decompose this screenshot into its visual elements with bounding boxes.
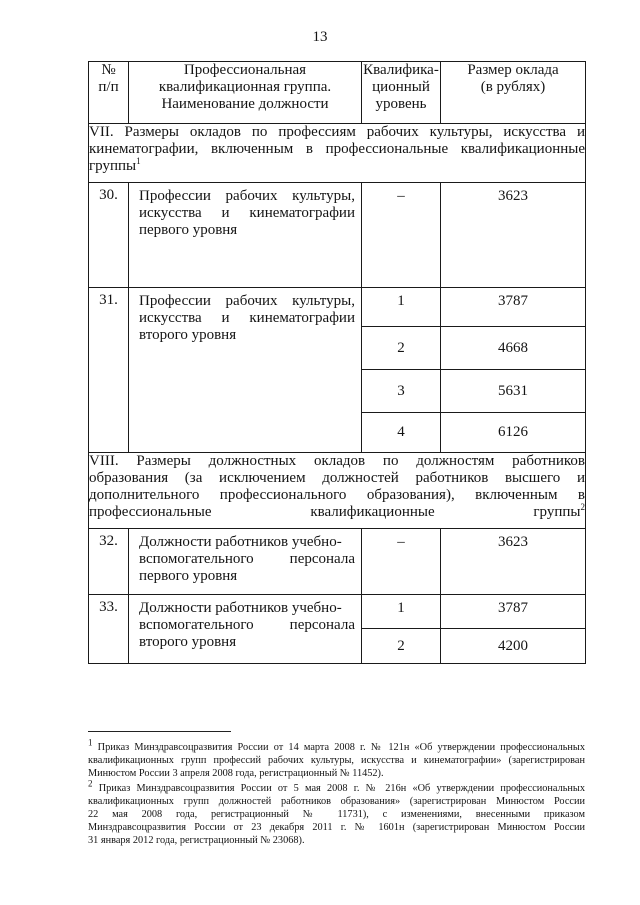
footnote-2: $^2$ Приказ Минздравсоцразвития России от 5 мая 2008 г. № 216н «Об утверждении профессиональных квалификационных групп должностей работников образования» (зарегистрирован Минюстом России 22 мая 2008 года, регистрационный № 11731), с изменениями, внесенными приказом Минздравсоцразвития России от 23 декабря 2011 г. № 1601н (зарегистрирован Минюстом России 31 января 2012 года, регистрационный № 23068). xyxy=(88,778,586,846)
page-number: 13 xyxy=(312,29,328,45)
row-30-num: 30. xyxy=(89,183,129,288)
row-31-num: 31. xyxy=(89,288,129,453)
row-32-num: 32. xyxy=(89,529,129,595)
footnote-separator xyxy=(88,731,231,732)
row-31-salary-3: 5631 xyxy=(441,370,586,413)
row-32-name: Должности работников учебно- вспомогательного персонала первого уровня xyxy=(129,529,362,595)
section-8-title: VIII. Размеры должностных окладов по должностям работников образования (за исключением должностей работников высшего и дополнительного профессионального образования), включенным в профессиональные квалификационные группы$^2$ xyxy=(89,453,586,529)
row-33-salary-2: 4200 xyxy=(441,629,586,664)
row-33-level-2: 2 xyxy=(362,629,441,664)
table-row-30 xyxy=(89,183,586,288)
section-7-row xyxy=(89,124,586,183)
table-row-31 xyxy=(89,288,586,327)
header-level: Квалифика- ционный уровень xyxy=(362,62,441,124)
header-num: № п/п xyxy=(89,62,129,124)
row-31-level-1: 1 xyxy=(362,288,441,327)
row-33-salary-1: 3787 xyxy=(441,595,586,629)
salary-table xyxy=(88,61,586,664)
section-8-row xyxy=(89,453,586,529)
row-33-name: Должности работников учебно- вспомогательного персонала второго уровня xyxy=(129,595,362,664)
row-31-name: Профессии рабочих культуры, искусства и кинематографии второго уровня xyxy=(129,288,362,453)
header-salary: Размер оклада (в рублях) xyxy=(441,62,586,124)
row-33-num: 33. xyxy=(89,595,129,664)
row-31-salary-4: 6126 xyxy=(441,413,586,453)
row-31-salary-1: 3787 xyxy=(441,288,586,327)
row-30-salary: 3623 xyxy=(441,183,586,288)
row-31-level-4: 4 xyxy=(362,413,441,453)
row-32-level: – xyxy=(362,529,441,595)
section-7-title: VII. Размеры окладов по профессиям рабочих культуры, искусства и кинематографии, включенным в профессиональные квалификационные группы$^1$ xyxy=(89,124,586,183)
row-31-level-2: 2 xyxy=(362,327,441,370)
header-name: Профессиональная квалификационная группа. Наименование должности xyxy=(129,62,362,124)
header-row xyxy=(89,62,586,124)
table-row-32 xyxy=(89,529,586,595)
row-32-salary: 3623 xyxy=(441,529,586,595)
footnotes xyxy=(88,737,586,849)
row-30-level: – xyxy=(362,183,441,288)
row-30-name: Профессии рабочих культуры, искусства и кинематографии первого уровня xyxy=(129,183,362,288)
row-31-level-3: 3 xyxy=(362,370,441,413)
table-row-33 xyxy=(89,595,586,629)
row-33-level-1: 1 xyxy=(362,595,441,629)
row-31-salary-2: 4668 xyxy=(441,327,586,370)
footnote-1: $^1$ Приказ Минздравсоцразвития России от 14 марта 2008 г. № 121н «Об утверждении профессиональных квалификационных групп профессий рабочих культуры, искусства и кинематографии» (зарегистрирован Минюстом России 3 апреля 2008 года, регистрационный № 11452). xyxy=(88,737,585,779)
